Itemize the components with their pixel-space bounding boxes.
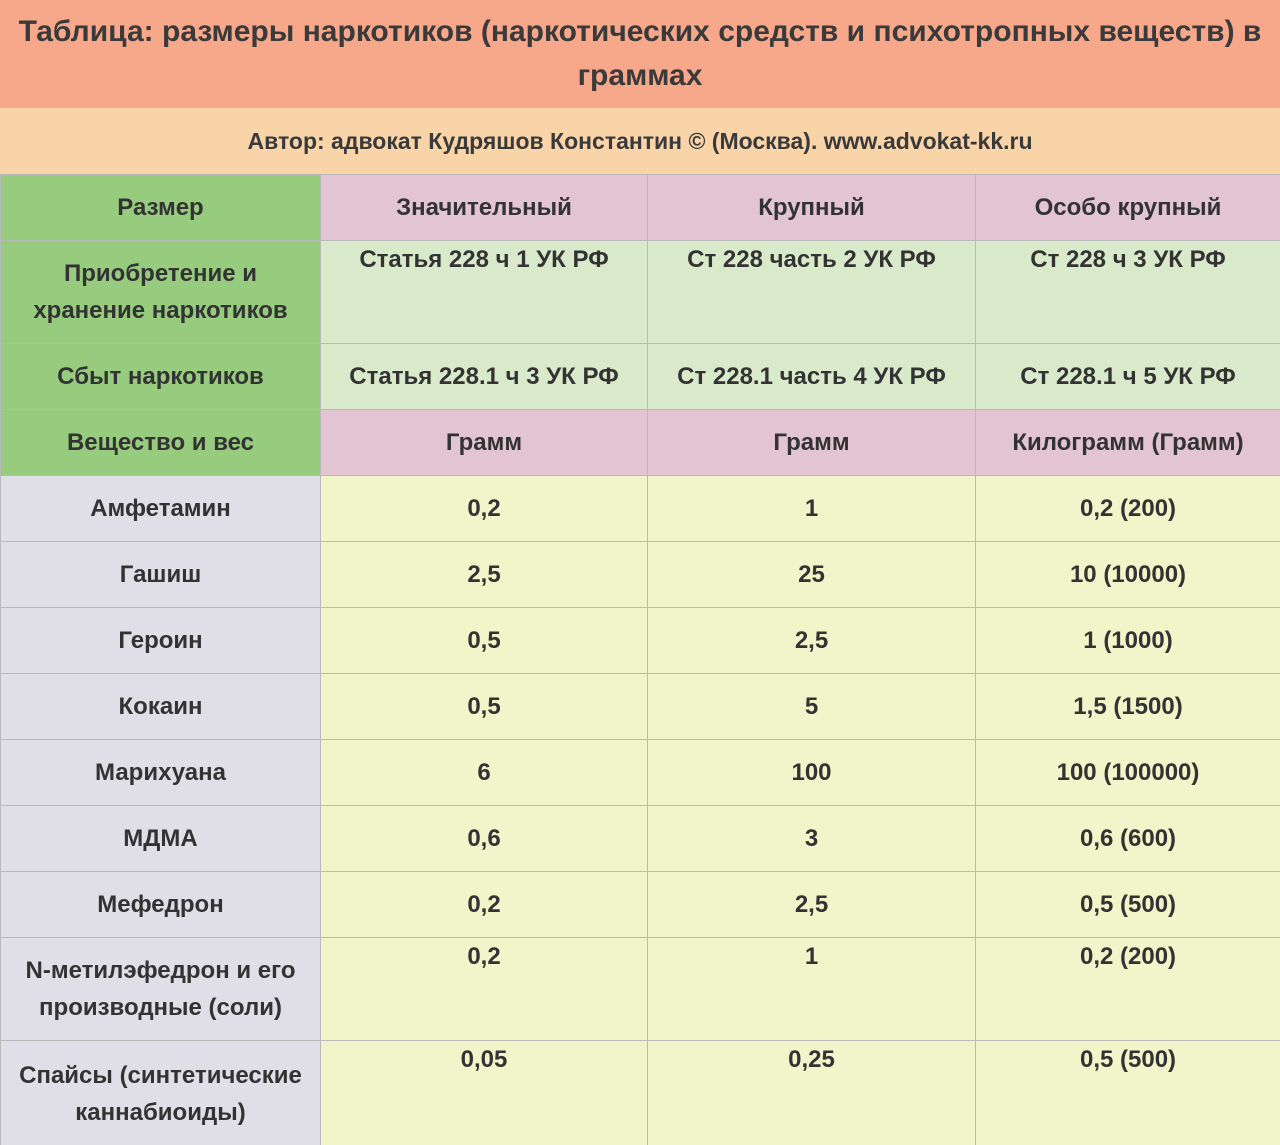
article-possession-especially-large: Ст 228 ч 3 УК РФ bbox=[976, 241, 1280, 344]
value-especially-large: 1,5 (1500) bbox=[976, 674, 1280, 740]
article-sale-significant: Статья 228.1 ч 3 УК РФ bbox=[321, 344, 648, 410]
value-large: 25 bbox=[648, 542, 976, 608]
value-especially-large: 0,5 (500) bbox=[976, 1041, 1280, 1145]
table-row bbox=[1, 1041, 1280, 1145]
header-large: Крупный bbox=[648, 175, 976, 241]
row-label-possession: Приобретение и хранение наркотиков bbox=[1, 241, 321, 344]
value-significant: 2,5 bbox=[321, 542, 648, 608]
table-row bbox=[1, 674, 1280, 740]
substance-name: МДМА bbox=[1, 806, 321, 872]
value-large: 2,5 bbox=[648, 872, 976, 938]
substance-name: Гашиш bbox=[1, 542, 321, 608]
value-significant: 0,2 bbox=[321, 476, 648, 542]
row-label-size: Размер bbox=[1, 175, 321, 241]
value-significant: 0,5 bbox=[321, 608, 648, 674]
value-large: 1 bbox=[648, 476, 976, 542]
value-especially-large: 0,2 (200) bbox=[976, 938, 1280, 1041]
header-significant: Значительный bbox=[321, 175, 648, 241]
units-row bbox=[1, 410, 1280, 476]
table-row bbox=[1, 740, 1280, 806]
table-row bbox=[1, 608, 1280, 674]
page-title: Таблица: размеры наркотиков (наркотических средств и психотропных веществ) в граммах bbox=[0, 0, 1280, 108]
value-especially-large: 0,2 (200) bbox=[976, 476, 1280, 542]
value-especially-large: 100 (100000) bbox=[976, 740, 1280, 806]
value-large: 0,25 bbox=[648, 1041, 976, 1145]
value-large: 1 bbox=[648, 938, 976, 1041]
unit-especially-large: Килограмм (Грамм) bbox=[976, 410, 1280, 476]
value-especially-large: 0,6 (600) bbox=[976, 806, 1280, 872]
article-possession-significant: Статья 228 ч 1 УК РФ bbox=[321, 241, 648, 344]
value-large: 2,5 bbox=[648, 608, 976, 674]
substance-name: Марихуана bbox=[1, 740, 321, 806]
substance-name: Амфетамин bbox=[1, 476, 321, 542]
value-significant: 0,5 bbox=[321, 674, 648, 740]
possession-row bbox=[1, 241, 1280, 344]
value-significant: 0,2 bbox=[321, 938, 648, 1041]
value-significant: 0,2 bbox=[321, 872, 648, 938]
substance-name: Мефедрон bbox=[1, 872, 321, 938]
article-sale-large: Ст 228.1 часть 4 УК РФ bbox=[648, 344, 976, 410]
size-row bbox=[1, 175, 1280, 241]
value-large: 5 bbox=[648, 674, 976, 740]
value-significant: 0,05 bbox=[321, 1041, 648, 1145]
row-label-units: Вещество и вес bbox=[1, 410, 321, 476]
table-row bbox=[1, 806, 1280, 872]
row-label-sale: Сбыт наркотиков bbox=[1, 344, 321, 410]
drug-size-table bbox=[0, 174, 1280, 1145]
unit-significant: Грамм bbox=[321, 410, 648, 476]
article-possession-large: Ст 228 часть 2 УК РФ bbox=[648, 241, 976, 344]
table-row bbox=[1, 938, 1280, 1041]
value-large: 100 bbox=[648, 740, 976, 806]
value-especially-large: 0,5 (500) bbox=[976, 872, 1280, 938]
table-row bbox=[1, 872, 1280, 938]
substance-name: Героин bbox=[1, 608, 321, 674]
value-especially-large: 10 (10000) bbox=[976, 542, 1280, 608]
substance-name: N-метилэфедрон и его производные (соли) bbox=[1, 938, 321, 1041]
table-row bbox=[1, 476, 1280, 542]
header-especially-large: Особо крупный bbox=[976, 175, 1280, 241]
sale-row bbox=[1, 344, 1280, 410]
article-sale-especially-large: Ст 228.1 ч 5 УК РФ bbox=[976, 344, 1280, 410]
value-large: 3 bbox=[648, 806, 976, 872]
unit-large: Грамм bbox=[648, 410, 976, 476]
substance-name: Кокаин bbox=[1, 674, 321, 740]
value-especially-large: 1 (1000) bbox=[976, 608, 1280, 674]
substance-name: Спайсы (синтетические каннабиоиды) bbox=[1, 1041, 321, 1145]
value-significant: 0,6 bbox=[321, 806, 648, 872]
value-significant: 6 bbox=[321, 740, 648, 806]
table-row bbox=[1, 542, 1280, 608]
author-line: Автор: адвокат Кудряшов Константин © (Москва). www.advokat-kk.ru bbox=[0, 108, 1280, 174]
